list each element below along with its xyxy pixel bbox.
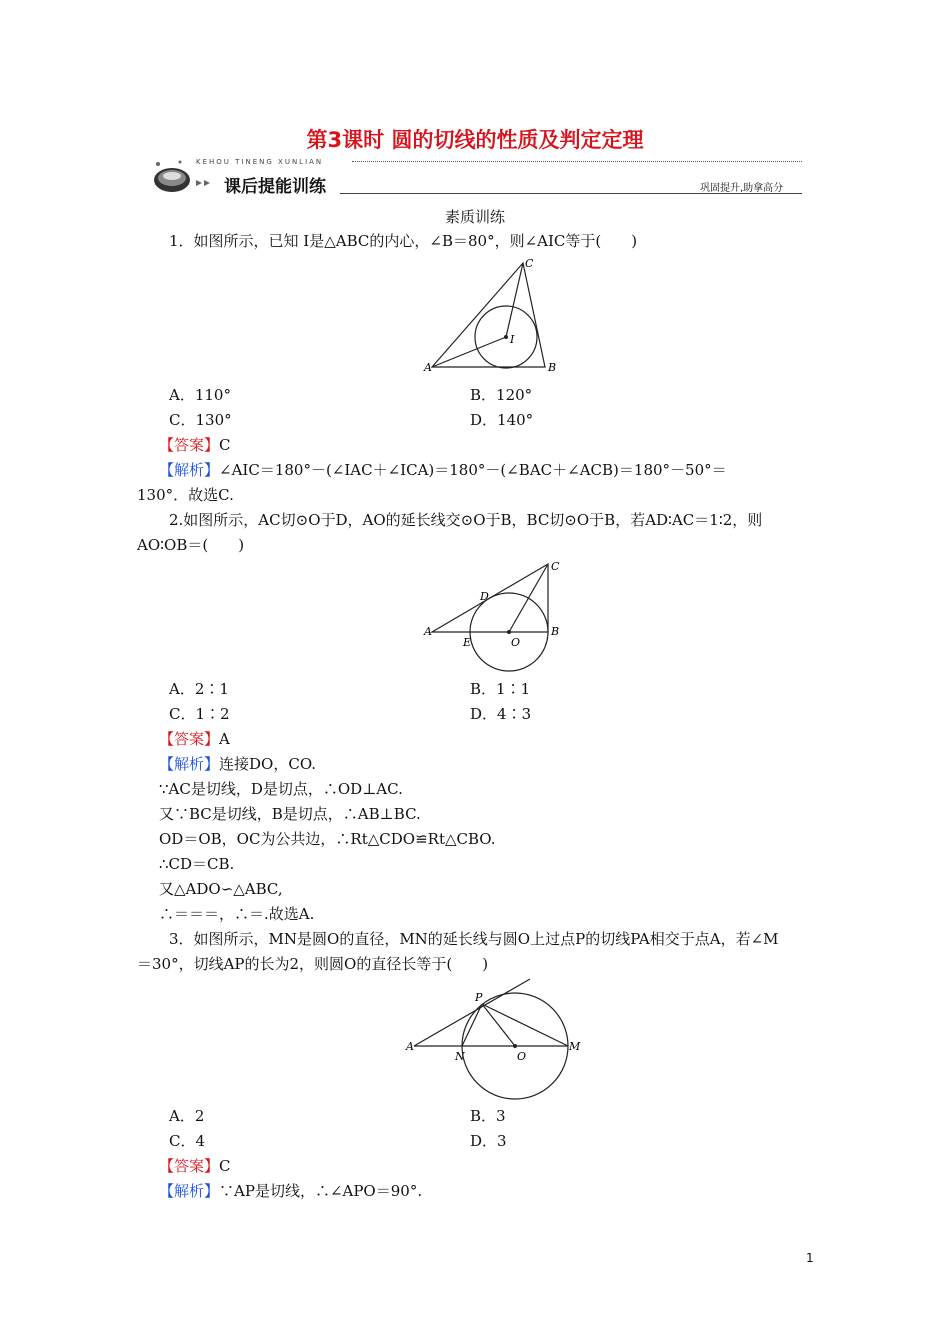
q3-answer	[159, 1155, 231, 1176]
q1-stem: 1．如图所示，已知 I是△ABC的内心，∠B＝80°，则∠AIC等于( )	[169, 232, 638, 250]
q2-option-c: C．1∶2	[169, 705, 230, 723]
banner-heading: 课后提能训练	[224, 177, 326, 197]
q1-option-b: B．120°	[470, 386, 533, 404]
q2-analysis-line6: 又△ADO∽△ABC,	[159, 880, 283, 898]
q1-option-d: D．140°	[470, 411, 534, 429]
q2-analysis-line1: 连接DO，CO.	[219, 755, 317, 773]
fig1-label-c: C	[525, 257, 534, 270]
q1-option-a: A．110°	[169, 386, 231, 404]
fig3-label-o: O	[517, 1050, 527, 1063]
q2-option-b: B．1∶1	[470, 680, 531, 698]
fig2-label-d: D	[480, 590, 489, 603]
q3-figure	[400, 975, 585, 1101]
q2-analysis-line5: ∴CD＝CB.	[159, 855, 235, 873]
q3-analysis-text: ∵AP是切线，∴∠APO＝90°.	[219, 1182, 423, 1200]
q1-analysis-tag: 【解析】	[159, 461, 220, 479]
q1-option-c: C．130°	[169, 411, 232, 429]
page-number: 1	[806, 1251, 814, 1265]
page-title: 第3课时 圆的切线的性质及判定定理	[306, 128, 644, 152]
fig2-label-a: A	[424, 625, 432, 638]
banner-dotted-line	[352, 161, 802, 162]
fig1-label-i: I	[510, 333, 515, 346]
fig3-label-a: A	[406, 1040, 414, 1053]
q2-analysis-line4: OD＝OB，OC为公共边，∴Rt△CDO≌Rt△CBO.	[159, 830, 496, 848]
q2-analysis-line2: ∵AC是切线，D是切点，∴OD⊥AC.	[159, 780, 403, 798]
fig1-label-b: B	[548, 361, 557, 374]
fig2-label-c: C	[551, 560, 560, 573]
fig3-label-p: P	[475, 991, 483, 1004]
q2-analysis-line7: ∴＝＝＝，∴＝.故选A.	[159, 905, 315, 923]
q1-figure	[420, 255, 570, 377]
q1-analysis-line1: ∠AIC＝180°－(∠IAC＋∠ICA)＝180°－(∠BAC＋∠ACB)＝180°－50°＝	[219, 461, 727, 479]
q3-answer-tag: 【答案】	[159, 1157, 220, 1175]
q2-option-a: A．2∶1	[169, 680, 229, 698]
q3-option-a: A．2	[169, 1107, 205, 1125]
q3-stem-line2: ＝30°，切线AP的长为2，则圆O的直径长等于( )	[137, 955, 489, 973]
q2-figure	[420, 556, 570, 672]
q2-analysis	[159, 753, 316, 774]
q3-option-c: C．4	[169, 1132, 206, 1150]
q2-stem-line2: AO∶OB＝( )	[137, 536, 245, 554]
q3-option-b: B．3	[470, 1107, 506, 1125]
q3-option-d: D．3	[470, 1132, 507, 1150]
q1-analysis-line2: 130°．故选C.	[137, 486, 234, 504]
q1-answer	[159, 434, 231, 455]
q2-option-d: D．4∶3	[470, 705, 532, 723]
fig3-label-n: N	[455, 1050, 465, 1063]
banner-slogan: 巩固提升,助拿高分	[700, 183, 784, 194]
fig1-label-a: A	[424, 361, 432, 374]
banner-english: KEHOU TINENG XUNLIAN	[196, 158, 324, 166]
q2-stem-line1: 2.如图所示，AC切⊙O于D，AO的延长线交⊙O于B，BC切⊙O于B，若AD∶AC＝1∶2，则	[169, 511, 763, 529]
q2-answer-tag: 【答案】	[159, 730, 220, 748]
fig3-label-m: M	[569, 1040, 581, 1053]
q3-stem-line1: 3．如图所示，MN是圆O的直径，MN的延长线与圆O上过点P的切线PA相交于点A，若∠M	[169, 930, 779, 948]
q3-answer-value: C	[219, 1157, 231, 1175]
q1-answer-value: C	[219, 436, 231, 454]
q1-answer-tag: 【答案】	[159, 436, 220, 454]
q2-answer-value: A	[219, 730, 230, 748]
q3-analysis-tag: 【解析】	[159, 1182, 220, 1200]
fig2-label-o: O	[511, 636, 521, 649]
q2-analysis-line3: 又∵BC是切线，B是切点，∴AB⊥BC.	[159, 805, 421, 823]
q2-answer	[159, 728, 230, 749]
q3-analysis	[159, 1180, 422, 1201]
q1-analysis	[159, 459, 727, 480]
section-title: 素质训练	[444, 208, 505, 226]
fig2-label-e: E	[463, 636, 472, 649]
q2-analysis-tag: 【解析】	[159, 755, 220, 773]
fig2-label-b: B	[551, 625, 560, 638]
